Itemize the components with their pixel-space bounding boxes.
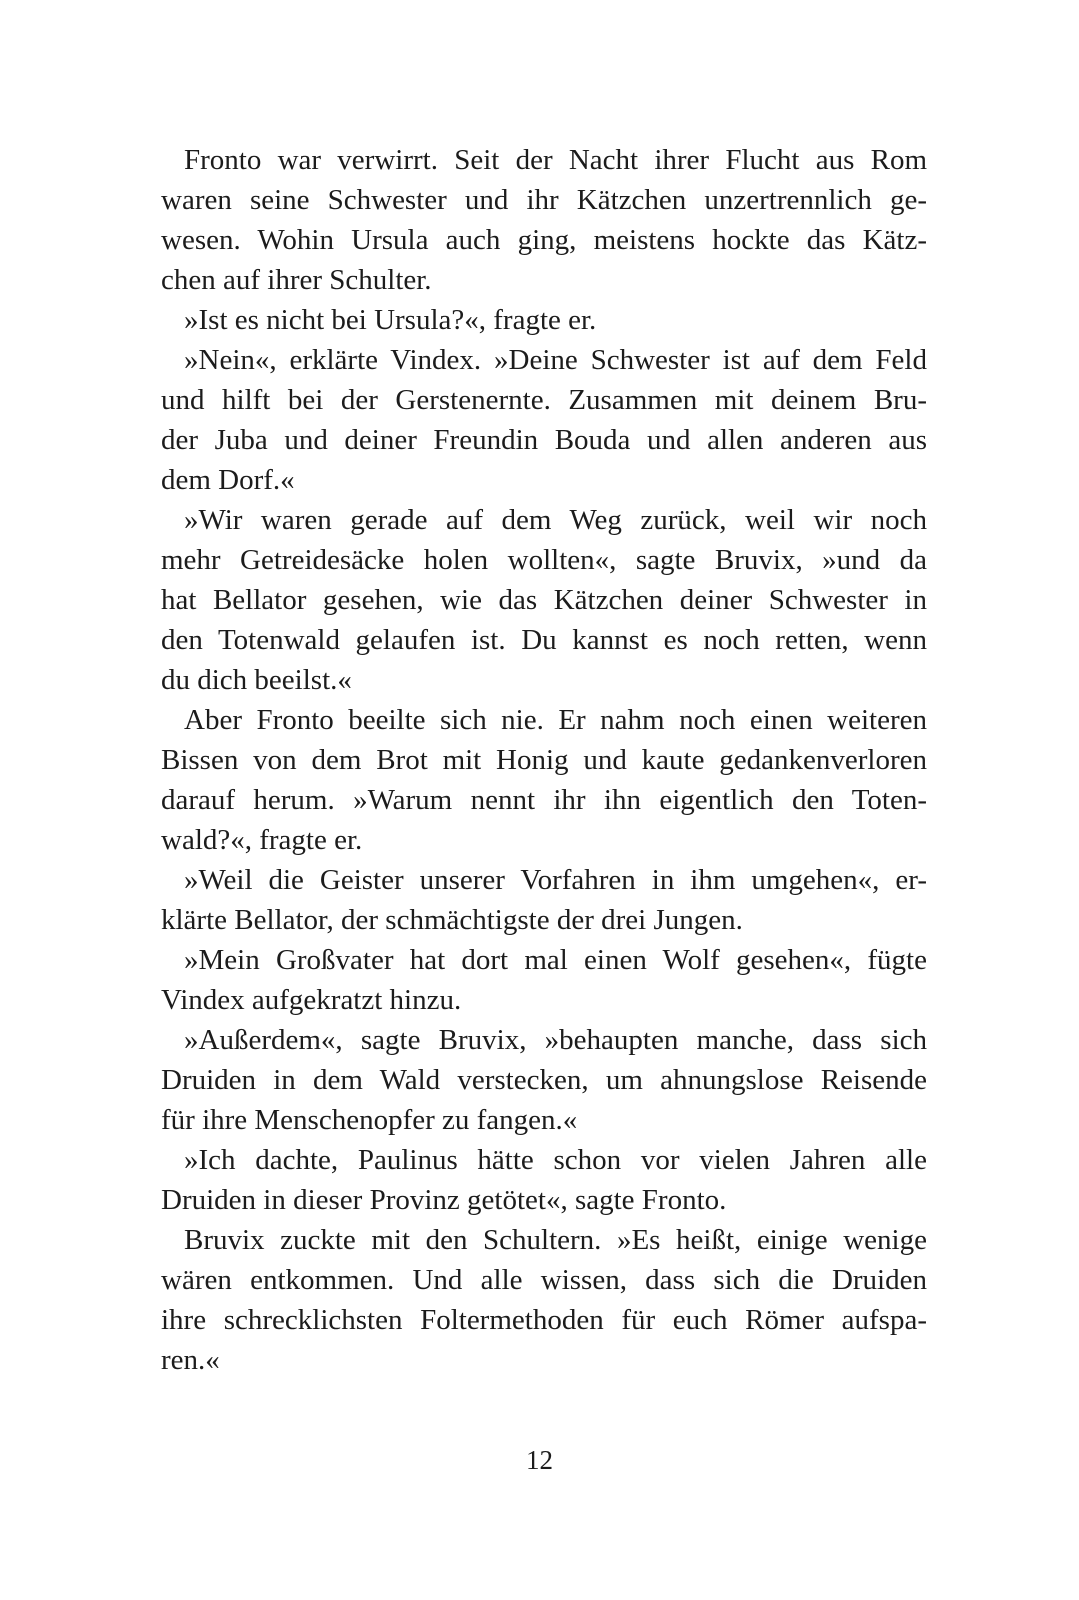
text-line: Fronto war verwirrt. Seit der Nacht ihrer Flucht aus Rom [184, 144, 927, 176]
body-text [161, 140, 927, 1380]
text-line: mehr Getreidesäcke holen wollten«, sagte Bruvix, »und da [161, 544, 927, 576]
text-line: und hilft bei der Gerstenernte. Zusammen mit deinem Bru- [161, 384, 927, 416]
text-line: ihre schrecklichsten Foltermethoden für euch Römer aufspa- [161, 1304, 927, 1336]
text-line: Aber Fronto beeilte sich nie. Er nahm noch einen weiteren [184, 704, 927, 736]
text-line: Druiden in dieser Provinz getötet«, sagte Fronto. [161, 1184, 727, 1216]
text-line: für ihre Menschenopfer zu fangen.« [161, 1104, 578, 1136]
text-line: »Ist es nicht bei Ursula?«, fragte er. [184, 304, 597, 336]
text-line: »Außerdem«, sagte Bruvix, »behaupten manche, dass sich [184, 1024, 927, 1056]
text-line: Bruvix zuckte mit den Schultern. »Es heißt, einige wenige [184, 1224, 927, 1256]
text-line: »Wir waren gerade auf dem Weg zurück, weil wir noch [184, 504, 927, 536]
text-line: den Totenwald gelaufen ist. Du kannst es noch retten, wenn [161, 624, 927, 656]
text-line: Druiden in dem Wald verstecken, um ahnungslose Reisende [161, 1064, 927, 1096]
text-line: hat Bellator gesehen, wie das Kätzchen deiner Schwester in [161, 584, 927, 616]
text-line: der Juba und deiner Freundin Bouda und allen anderen aus [161, 424, 927, 456]
text-line: dem Dorf.« [161, 464, 295, 496]
text-line: Vindex aufgekratzt hinzu. [161, 984, 462, 1016]
page-number: 12 [526, 1445, 553, 1475]
text-line: waren seine Schwester und ihr Kätzchen unzertrennlich ge- [161, 184, 927, 216]
text-line: darauf herum. »Warum nennt ihr ihn eigentlich den Toten- [161, 784, 927, 816]
text-line: wesen. Wohin Ursula auch ging, meistens hockte das Kätz- [161, 224, 927, 256]
text-line: »Ich dachte, Paulinus hätte schon vor vielen Jahren alle [184, 1144, 927, 1176]
text-line: wären entkommen. Und alle wissen, dass sich die Druiden [161, 1264, 927, 1296]
text-line: du dich beeilst.« [161, 664, 352, 696]
text-line: chen auf ihrer Schulter. [161, 264, 432, 296]
text-line: ren.« [161, 1344, 220, 1376]
text-line: »Weil die Geister unserer Vorfahren in ihm umgehen«, er- [184, 864, 927, 896]
text-line: wald?«, fragte er. [161, 824, 363, 856]
text-line: »Mein Großvater hat dort mal einen Wolf gesehen«, fügte [184, 944, 927, 976]
text-line: Bissen von dem Brot mit Honig und kaute gedankenverloren [161, 744, 927, 776]
text-line: »Nein«, erklärte Vindex. »Deine Schwester ist auf dem Feld [184, 344, 927, 376]
text-line: klärte Bellator, der schmächtigste der drei Jungen. [161, 904, 743, 936]
